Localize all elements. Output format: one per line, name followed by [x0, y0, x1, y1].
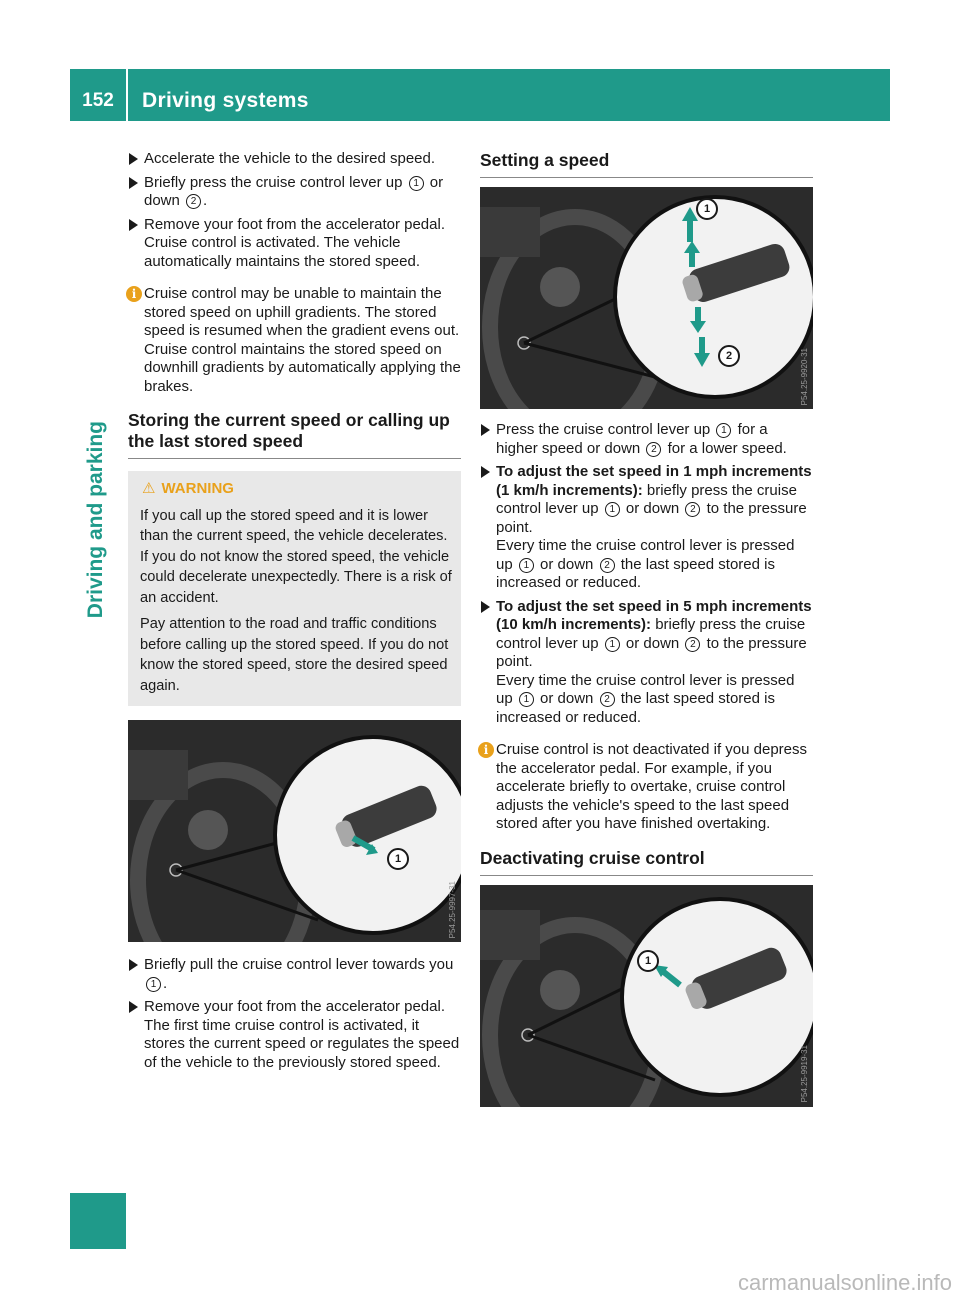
watermark: carmanualsonline.info	[737, 1270, 952, 1295]
dashboard-illustration	[480, 187, 813, 409]
callout-number: 2	[685, 637, 700, 652]
callout-number: 1	[519, 692, 534, 707]
set-speed-figure	[480, 187, 813, 409]
info-note: i Cruise control may be unable to maintain the stored speed on uphill gradients. The stored speed is resumed when the gradient evens out. Cruise control maintains the stored speed on downhill gradients by automatically applying the brakes.	[128, 285, 461, 396]
callout-2: 2	[718, 345, 740, 367]
callout-1: 1	[637, 950, 659, 972]
step-arrow-icon	[129, 1001, 138, 1013]
step-arrow-icon	[481, 601, 490, 613]
step-arrow-icon	[481, 424, 490, 436]
left-column	[128, 150, 461, 1077]
dashboard-illustration	[480, 885, 813, 1107]
callout-number: 2	[600, 692, 615, 707]
callout-number: 1	[605, 502, 620, 517]
side-tab-label: Driving and parking	[84, 421, 107, 619]
figure-code: P54.25-9997-31	[448, 880, 457, 938]
warning-box	[128, 471, 461, 706]
callout-number: 1	[716, 423, 731, 438]
callout-number: 1	[409, 176, 424, 191]
instruction-step: Remove your foot from the accelerator pedal. Cruise control is activated. The vehicle automatically maintains the stored speed.	[128, 216, 461, 272]
right-column	[480, 150, 813, 1107]
callout-number: 1	[146, 977, 161, 992]
instruction-step: Remove your foot from the accelerator pedal. The first time cruise control is activated, it stores the current speed or regulates the speed of the vehicle to the previously stored speed.	[128, 998, 461, 1072]
header-divider	[126, 69, 128, 121]
instruction-step: To adjust the set speed in 5 mph increments (10 km/h increments): briefly press the cruise control lever up 1 or down 2 to the pressure point. Every time the cruise control lever is pressed up 1 or down 2 the last speed stored is increased or reduced.	[480, 598, 813, 728]
step-arrow-icon	[129, 219, 138, 231]
instruction-step: Accelerate the vehicle to the desired speed.	[128, 150, 461, 169]
cruise-lever-figure	[128, 720, 461, 942]
figure-code: P54.25-9919-31	[800, 1045, 809, 1103]
callout-number: 1	[605, 637, 620, 652]
info-note: i Cruise control is not deactivated if you depress the accelerator pedal. For example, if you accelerate briefly to overtake, cruise control adjusts the vehicle's speed to the last speed stored after you have finished overtaking.	[480, 741, 813, 834]
section-heading: Storing the current speed or calling up the last stored speed	[128, 410, 461, 459]
callout-number: 2	[186, 194, 201, 209]
dashboard-illustration	[128, 720, 461, 942]
instruction-step: Briefly pull the cruise control lever towards you 1 .	[128, 956, 461, 993]
side-marker	[70, 1193, 126, 1249]
step-arrow-icon	[481, 466, 490, 478]
callout-number: 2	[600, 558, 615, 573]
instruction-step: Briefly press the cruise control lever up 1 or down 2 .	[128, 174, 461, 211]
callout-1: 1	[696, 198, 718, 220]
step-arrow-icon	[129, 177, 138, 189]
warning-text: If you call up the stored speed and it is lower than the current speed, the vehicle decelerates. If you do not know the stored speed, the vehicle could decelerate unexpectedly. There is a risk of an accident.	[140, 507, 452, 606]
warning-triangle-icon: ⚠	[142, 480, 156, 497]
deactivate-figure	[480, 885, 813, 1107]
info-icon: i	[126, 286, 142, 302]
step-arrow-icon	[129, 153, 138, 165]
instruction-step: Press the cruise control lever up 1 for a higher speed or down 2 for a lower speed.	[480, 421, 813, 458]
section-heading: Setting a speed	[480, 150, 813, 178]
step-arrow-icon	[129, 959, 138, 971]
callout-1: 1	[387, 848, 409, 870]
callout-number: 2	[646, 442, 661, 457]
section-title: Driving systems	[142, 89, 309, 112]
info-icon: i	[478, 742, 494, 758]
page-number: 152	[82, 90, 114, 111]
page-header	[70, 69, 890, 121]
callout-number: 2	[685, 502, 700, 517]
section-heading: Deactivating cruise control	[480, 848, 813, 876]
instruction-step: To adjust the set speed in 1 mph increments (1 km/h increments): briefly press the cruise control lever up 1 or down 2 to the pressure point. Every time the cruise control lever is pressed up 1 or down 2 the last speed stored is increased or reduced.	[480, 463, 813, 593]
warning-label: WARNING	[161, 480, 234, 497]
callout-number: 1	[519, 558, 534, 573]
figure-code: P54.25-9920-31	[800, 347, 809, 405]
warning-text: Pay attention to the road and traffic conditions before calling up the stored speed. If you do not know the stored speed, store the desired speed again.	[140, 616, 449, 694]
